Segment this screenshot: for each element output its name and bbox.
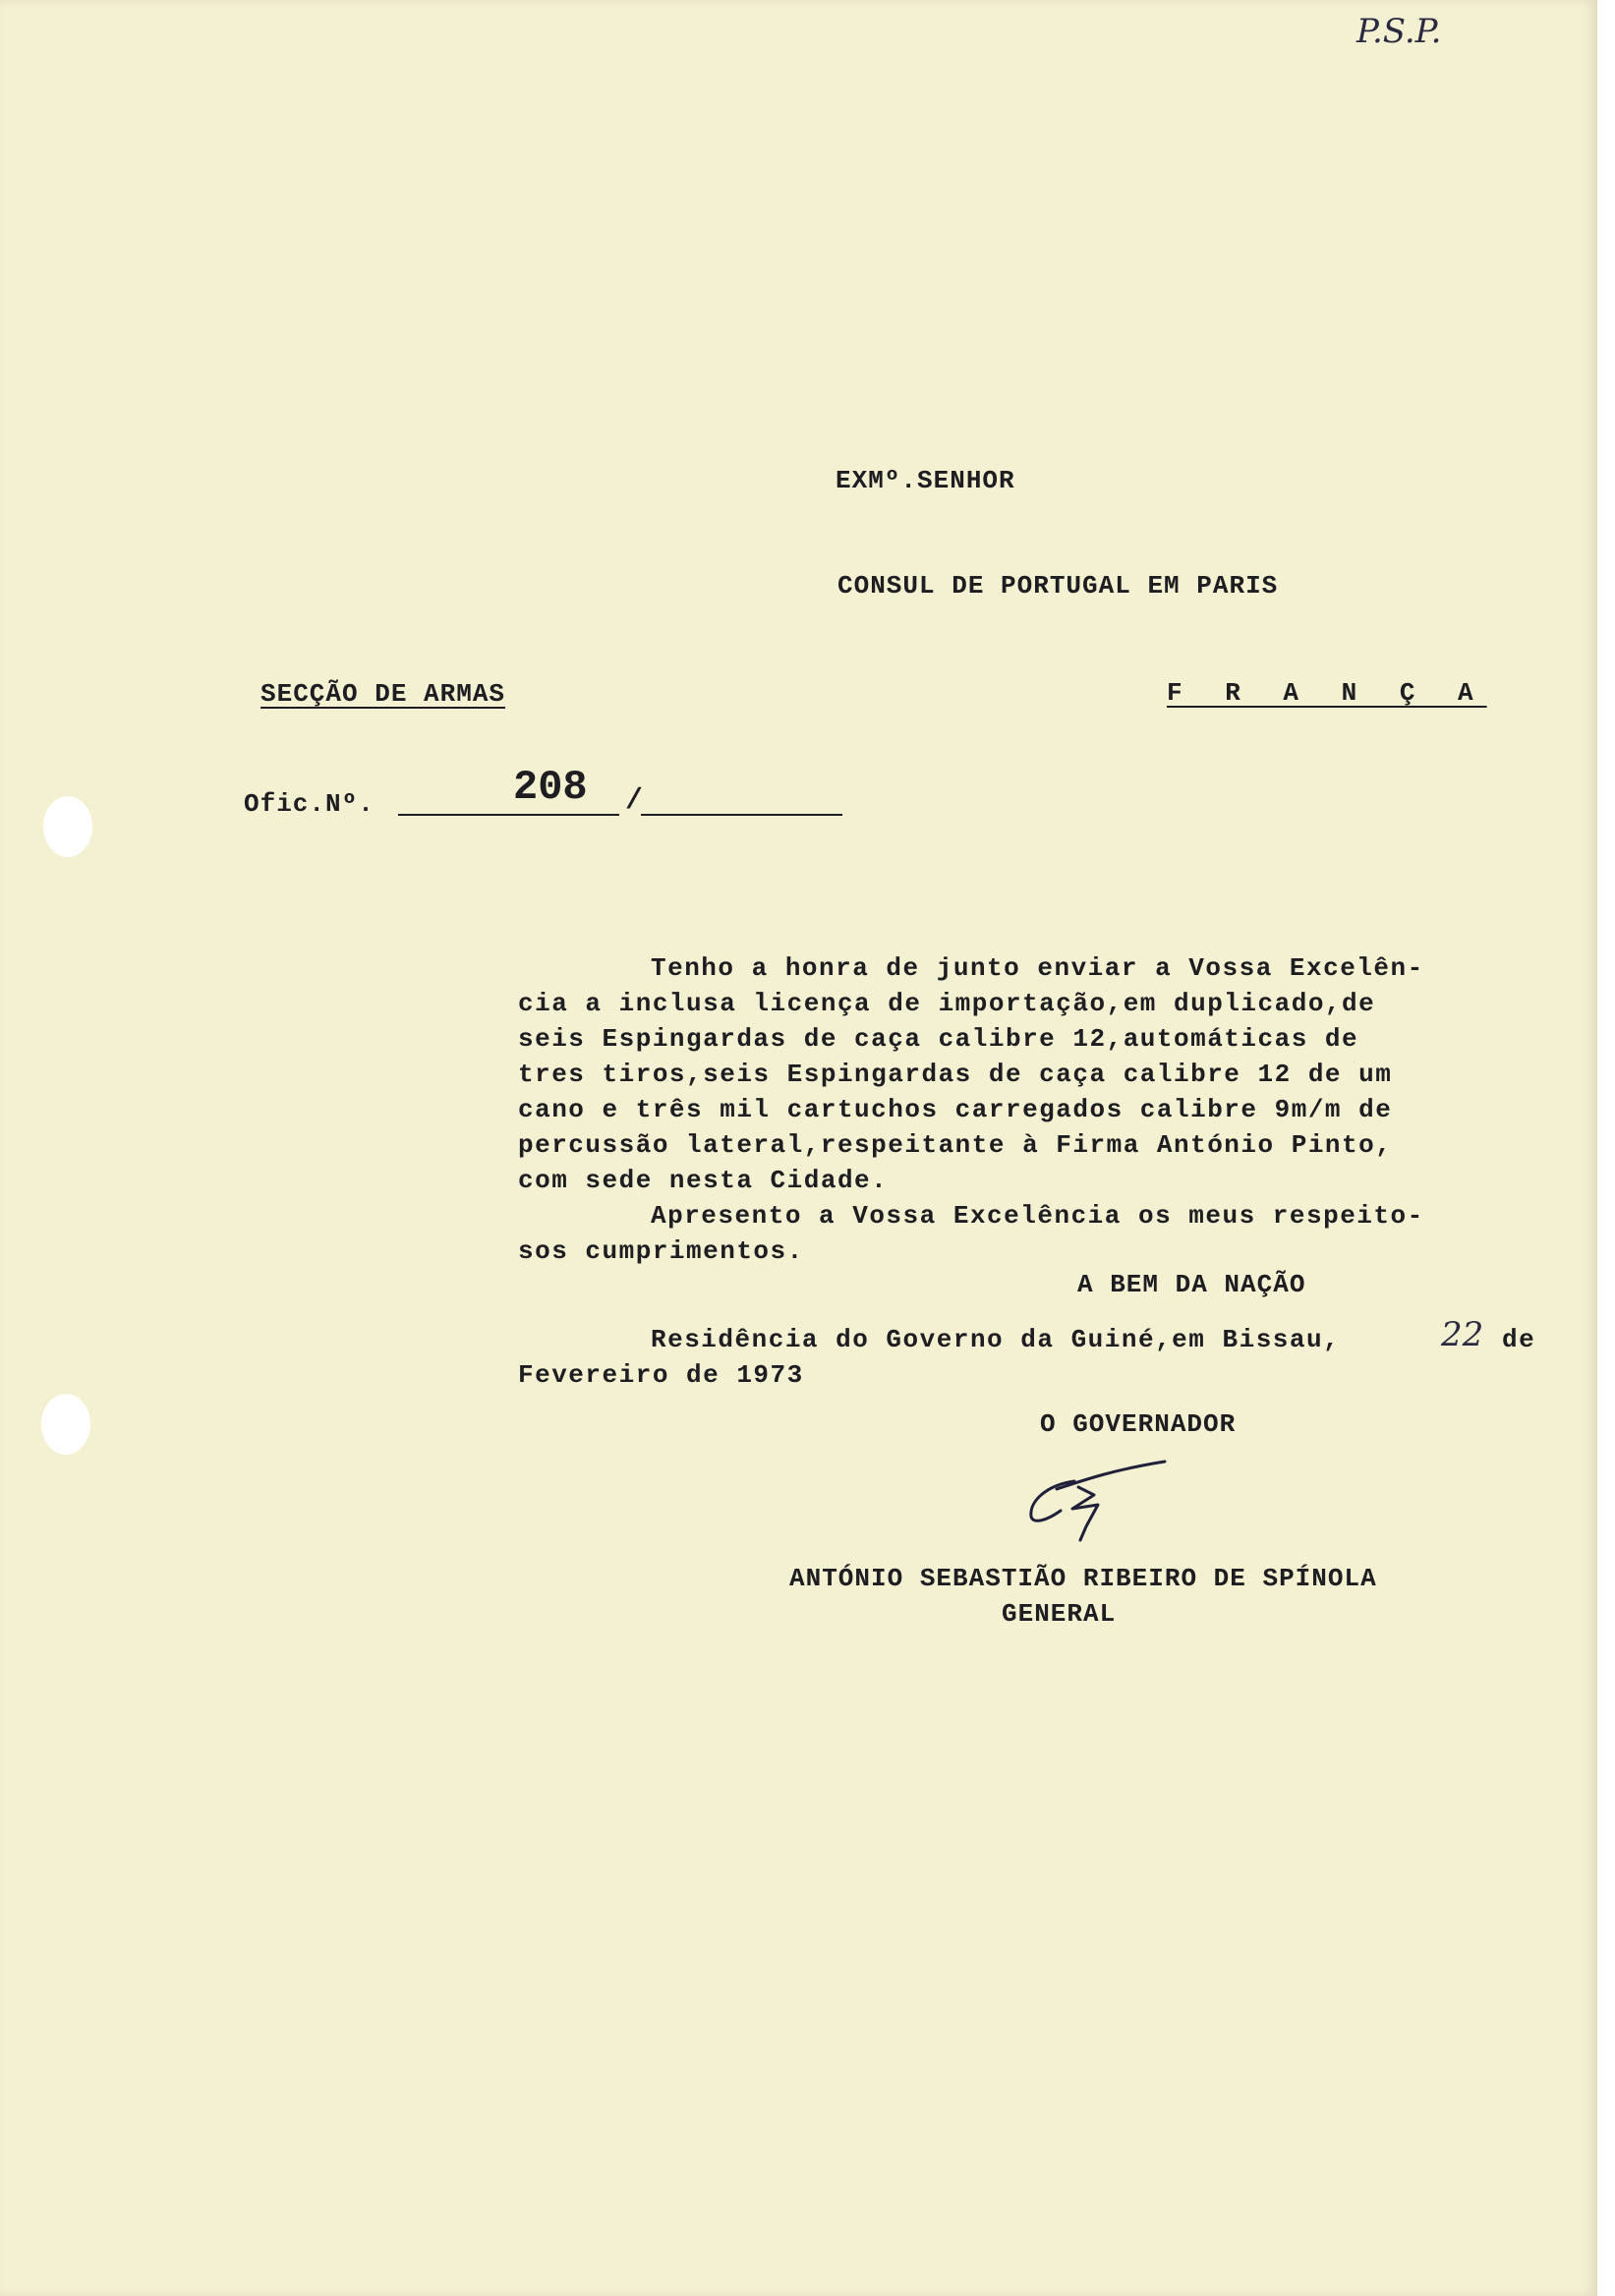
punch-hole-top (43, 796, 92, 857)
body-line: Tenho a honra de junto enviar a Vossa Excelên- (651, 953, 1424, 983)
body-line: tres tiros,seis Espingardas de caça calibre 12 de um (518, 1060, 1393, 1089)
place-line: Residência do Governo da Guiné,em Bissau, (651, 1325, 1341, 1354)
page-margin (1597, 0, 1615, 2296)
signer-title: O GOVERNADOR (1040, 1409, 1237, 1439)
ofic-separator: / (625, 784, 645, 818)
ofic-number-line (398, 814, 619, 816)
corner-note: P.S.P. (1356, 12, 1442, 51)
ofic-year-line (641, 814, 842, 816)
section-heading: SECÇÃO DE ARMAS (260, 679, 506, 709)
salutation: EXMº.SENHOR (836, 466, 1015, 495)
addressee: CONSUL DE PORTUGAL EM PARIS (837, 571, 1279, 601)
ofic-number: 208 (513, 764, 588, 811)
body-line: percussão lateral,respeitante à Firma António Pinto, (518, 1130, 1393, 1160)
body-line: seis Espingardas de caça calibre 12,automáticas de (518, 1024, 1359, 1054)
body-line: Apresento a Vossa Excelência os meus respeito- (651, 1201, 1424, 1231)
date-line: Fevereiro de 1973 (518, 1360, 804, 1390)
closing-motto: A BEM DA NAÇÃO (1077, 1270, 1306, 1299)
handwritten-day: 22 (1441, 1315, 1484, 1354)
body-line: com sede nesta Cidade. (518, 1166, 889, 1195)
country-heading: F R A N Ç A (1167, 678, 1487, 708)
ofic-label: Ofic.Nº. (244, 789, 375, 819)
signer-rank: GENERAL (1002, 1599, 1117, 1629)
body-line: cia a inclusa licença de importação,em duplicado,de (518, 989, 1376, 1018)
body-line: cano e três mil cartuchos carregados calibre 9m/m de (518, 1095, 1393, 1124)
place-line-end: de (1502, 1325, 1536, 1354)
body-line: sos cumprimentos. (518, 1236, 804, 1266)
signature-mark (1017, 1460, 1175, 1543)
punch-hole-bottom (41, 1394, 90, 1455)
signer-name: ANTÓNIO SEBASTIÃO RIBEIRO DE SPÍNOLA (789, 1564, 1377, 1593)
